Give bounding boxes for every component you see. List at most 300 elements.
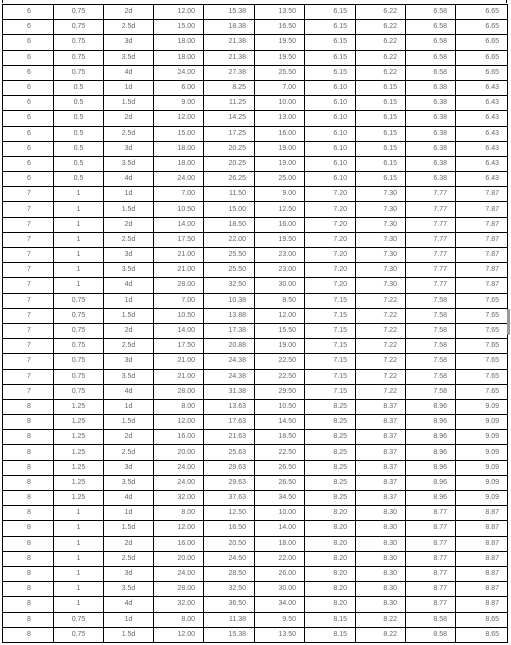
cell-val-2: 6.22 bbox=[356, 50, 406, 65]
cell-size: 8 bbox=[3, 566, 54, 581]
cell-total-a: 21.38 bbox=[204, 50, 255, 65]
cell-pitch: 0.5 bbox=[54, 126, 104, 141]
cell-length: 16.00 bbox=[154, 536, 204, 551]
cell-total-b: 19.50 bbox=[255, 50, 305, 65]
cell-val-1: 7.15 bbox=[305, 308, 356, 323]
cell-val-2: 7.30 bbox=[356, 217, 406, 232]
cell-total-b: 15.50 bbox=[255, 323, 305, 338]
cell-val-3: 8.77 bbox=[406, 521, 456, 536]
cell-val-3: 6.58 bbox=[406, 65, 456, 80]
cell-val-3: 8.96 bbox=[406, 445, 456, 460]
cell-size: 7 bbox=[3, 278, 54, 293]
cell-pitch: 1 bbox=[54, 551, 104, 566]
cell-length: 21.00 bbox=[154, 248, 204, 263]
cell-total-b: 25.00 bbox=[255, 172, 305, 187]
cell-length-multiple: 3d bbox=[104, 35, 154, 50]
cell-size: 8 bbox=[3, 506, 54, 521]
cell-val-2: 8.30 bbox=[356, 566, 406, 581]
cell-total-a: 11.38 bbox=[204, 612, 255, 627]
cell-val-1: 8.15 bbox=[305, 627, 356, 642]
cell-length-multiple: 3.5d bbox=[104, 50, 154, 65]
cell-val-4: 7.65 bbox=[456, 369, 508, 384]
cell-total-a: 28.50 bbox=[204, 566, 255, 581]
cell-total-a: 25.50 bbox=[204, 263, 255, 278]
table-row bbox=[3, 597, 508, 612]
cell-length: 17.50 bbox=[154, 232, 204, 247]
cell-size: 7 bbox=[3, 384, 54, 399]
cell-pitch: 0.75 bbox=[54, 293, 104, 308]
cell-length-multiple: 1d bbox=[104, 187, 154, 202]
cell-val-2: 7.22 bbox=[356, 308, 406, 323]
table-row bbox=[3, 354, 508, 369]
cell-val-4: 7.65 bbox=[456, 308, 508, 323]
cell-length: 24.00 bbox=[154, 475, 204, 490]
cell-total-a: 18.50 bbox=[204, 217, 255, 232]
cell-size: 8 bbox=[3, 536, 54, 551]
cell-total-a: 11.25 bbox=[204, 96, 255, 111]
cell-val-3: 7.77 bbox=[406, 278, 456, 293]
cell-val-3: 8.77 bbox=[406, 597, 456, 612]
cell-total-a: 25.50 bbox=[204, 248, 255, 263]
cell-length: 8.00 bbox=[154, 612, 204, 627]
cell-val-1: 8.25 bbox=[305, 460, 356, 475]
cell-val-3: 8.77 bbox=[406, 536, 456, 551]
cell-pitch: 0.75 bbox=[54, 20, 104, 35]
cell-length: 21.00 bbox=[154, 354, 204, 369]
cell-total-a: 18.38 bbox=[204, 20, 255, 35]
cell-pitch: 0.75 bbox=[54, 612, 104, 627]
cell-val-3: 8.77 bbox=[406, 506, 456, 521]
cell-length-multiple: 4d bbox=[104, 172, 154, 187]
cell-val-4: 7.87 bbox=[456, 278, 508, 293]
cell-total-a: 10.38 bbox=[204, 293, 255, 308]
cell-val-2: 6.15 bbox=[356, 141, 406, 156]
cell-val-3: 7.58 bbox=[406, 354, 456, 369]
cell-size: 6 bbox=[3, 80, 54, 95]
cell-total-a: 22.00 bbox=[204, 232, 255, 247]
cell-size: 6 bbox=[3, 20, 54, 35]
table-row bbox=[3, 582, 508, 597]
cell-length: 15.00 bbox=[154, 126, 204, 141]
cell-pitch: 1.25 bbox=[54, 460, 104, 475]
cell-total-b: 26.50 bbox=[255, 460, 305, 475]
cell-val-1: 6.10 bbox=[305, 141, 356, 156]
table-row bbox=[3, 156, 508, 171]
cell-val-1: 8.25 bbox=[305, 475, 356, 490]
cell-val-1: 7.20 bbox=[305, 202, 356, 217]
cell-val-2: 6.15 bbox=[356, 172, 406, 187]
cell-pitch: 0.5 bbox=[54, 111, 104, 126]
cell-val-4: 6.43 bbox=[456, 156, 508, 171]
cell-val-2: 8.30 bbox=[356, 521, 406, 536]
cell-length-multiple: 3d bbox=[104, 354, 154, 369]
cell-size: 6 bbox=[3, 111, 54, 126]
cell-size: 7 bbox=[3, 293, 54, 308]
cell-length: 24.00 bbox=[154, 566, 204, 581]
cell-total-a: 15.00 bbox=[204, 202, 255, 217]
cell-pitch: 0.75 bbox=[54, 308, 104, 323]
cell-total-b: 22.50 bbox=[255, 354, 305, 369]
cell-val-1: 7.15 bbox=[305, 354, 356, 369]
cell-total-b: 19.50 bbox=[255, 35, 305, 50]
cell-val-2: 6.15 bbox=[356, 80, 406, 95]
cell-total-b: 22.00 bbox=[255, 551, 305, 566]
cell-val-1: 7.15 bbox=[305, 293, 356, 308]
cell-val-2: 8.37 bbox=[356, 460, 406, 475]
cell-size: 8 bbox=[3, 612, 54, 627]
cell-val-1: 6.10 bbox=[305, 96, 356, 111]
cell-length-multiple: 2.5d bbox=[104, 551, 154, 566]
cell-val-1: 6.10 bbox=[305, 126, 356, 141]
cell-size: 7 bbox=[3, 323, 54, 338]
cell-total-b: 18.50 bbox=[255, 430, 305, 445]
cell-total-a: 12.50 bbox=[204, 506, 255, 521]
cell-total-b: 7.00 bbox=[255, 80, 305, 95]
cell-pitch: 0.75 bbox=[54, 323, 104, 338]
table-row bbox=[3, 475, 508, 490]
cell-length-multiple: 2d bbox=[104, 536, 154, 551]
cell-total-b: 30.00 bbox=[255, 582, 305, 597]
cell-val-1: 8.25 bbox=[305, 491, 356, 506]
cell-pitch: 0.5 bbox=[54, 141, 104, 156]
table-row bbox=[3, 536, 508, 551]
cell-val-4: 9.09 bbox=[456, 460, 508, 475]
cell-val-2: 8.37 bbox=[356, 445, 406, 460]
cell-pitch: 0.75 bbox=[54, 354, 104, 369]
cell-size: 8 bbox=[3, 627, 54, 642]
cell-val-4: 8.87 bbox=[456, 521, 508, 536]
cell-val-4: 8.87 bbox=[456, 551, 508, 566]
cell-val-1: 7.15 bbox=[305, 384, 356, 399]
cell-val-4: 8.87 bbox=[456, 536, 508, 551]
cell-total-a: 37.63 bbox=[204, 491, 255, 506]
cell-size: 7 bbox=[3, 263, 54, 278]
cell-val-1: 8.20 bbox=[305, 566, 356, 581]
cell-val-4: 7.65 bbox=[456, 384, 508, 399]
cell-total-a: 17.38 bbox=[204, 323, 255, 338]
cell-val-3: 6.38 bbox=[406, 80, 456, 95]
cell-total-b: 9.50 bbox=[255, 612, 305, 627]
cell-length: 12.00 bbox=[154, 627, 204, 642]
cell-length-multiple: 1d bbox=[104, 506, 154, 521]
cell-val-2: 7.30 bbox=[356, 263, 406, 278]
cell-val-4: 7.87 bbox=[456, 202, 508, 217]
cell-length-multiple: 2d bbox=[104, 323, 154, 338]
cell-size: 8 bbox=[3, 582, 54, 597]
cell-pitch: 1 bbox=[54, 536, 104, 551]
cell-total-b: 34.50 bbox=[255, 491, 305, 506]
cell-val-2: 7.22 bbox=[356, 354, 406, 369]
cell-size: 6 bbox=[3, 126, 54, 141]
cell-pitch: 1 bbox=[54, 202, 104, 217]
cell-total-a: 29.63 bbox=[204, 475, 255, 490]
cell-val-3: 8.58 bbox=[406, 612, 456, 627]
cell-length-multiple: 2.5d bbox=[104, 339, 154, 354]
scrollbar-thumb[interactable] bbox=[507, 309, 510, 335]
cell-val-3: 8.77 bbox=[406, 566, 456, 581]
table-row bbox=[3, 248, 508, 263]
table-row bbox=[3, 65, 508, 80]
cell-total-b: 23.00 bbox=[255, 248, 305, 263]
cell-size: 8 bbox=[3, 460, 54, 475]
table-row bbox=[3, 50, 508, 65]
cell-pitch: 0.5 bbox=[54, 156, 104, 171]
cell-length-multiple: 2.5d bbox=[104, 126, 154, 141]
cell-val-1: 6.15 bbox=[305, 50, 356, 65]
cell-size: 8 bbox=[3, 415, 54, 430]
cell-val-4: 7.87 bbox=[456, 263, 508, 278]
cell-val-2: 7.30 bbox=[356, 248, 406, 263]
cell-size: 6 bbox=[3, 172, 54, 187]
cell-val-4: 8.87 bbox=[456, 597, 508, 612]
table-row bbox=[3, 35, 508, 50]
cell-val-1: 6.10 bbox=[305, 80, 356, 95]
cell-val-1: 7.20 bbox=[305, 232, 356, 247]
cell-length-multiple: 4d bbox=[104, 597, 154, 612]
cell-val-4: 9.09 bbox=[456, 475, 508, 490]
cell-length-multiple: 1d bbox=[104, 612, 154, 627]
cell-val-2: 8.22 bbox=[356, 627, 406, 642]
cell-val-4: 7.65 bbox=[456, 293, 508, 308]
cell-total-a: 14.25 bbox=[204, 111, 255, 126]
cell-length: 24.00 bbox=[154, 460, 204, 475]
cell-size: 6 bbox=[3, 35, 54, 50]
cell-pitch: 1 bbox=[54, 217, 104, 232]
cell-total-a: 20.25 bbox=[204, 156, 255, 171]
cell-length: 24.00 bbox=[154, 172, 204, 187]
cell-val-1: 7.15 bbox=[305, 339, 356, 354]
table-row bbox=[3, 20, 508, 35]
table-row bbox=[3, 263, 508, 278]
cell-length-multiple: 2d bbox=[104, 111, 154, 126]
cell-total-a: 32.50 bbox=[204, 582, 255, 597]
cell-val-1: 7.15 bbox=[305, 323, 356, 338]
table-row bbox=[3, 141, 508, 156]
cell-val-1: 8.20 bbox=[305, 582, 356, 597]
cell-val-1: 8.15 bbox=[305, 612, 356, 627]
cell-total-b: 16.50 bbox=[255, 20, 305, 35]
cell-val-4: 6.65 bbox=[456, 20, 508, 35]
table-row bbox=[3, 187, 508, 202]
cell-length: 16.00 bbox=[154, 430, 204, 445]
table-row bbox=[3, 566, 508, 581]
table-row bbox=[3, 384, 508, 399]
cell-length-multiple: 2.5d bbox=[104, 445, 154, 460]
cell-val-1: 6.15 bbox=[305, 35, 356, 50]
cell-total-b: 19.00 bbox=[255, 156, 305, 171]
cell-val-1: 6.15 bbox=[305, 20, 356, 35]
cell-val-4: 9.09 bbox=[456, 491, 508, 506]
cell-val-2: 6.15 bbox=[356, 126, 406, 141]
cell-val-3: 8.96 bbox=[406, 491, 456, 506]
cell-length: 8.00 bbox=[154, 506, 204, 521]
cell-length: 7.00 bbox=[154, 293, 204, 308]
cell-pitch: 1 bbox=[54, 187, 104, 202]
cell-length: 21.00 bbox=[154, 263, 204, 278]
cell-length-multiple: 4d bbox=[104, 491, 154, 506]
cell-length: 32.00 bbox=[154, 491, 204, 506]
cell-pitch: 0.75 bbox=[54, 384, 104, 399]
cell-total-b: 12.00 bbox=[255, 308, 305, 323]
cell-length: 7.00 bbox=[154, 187, 204, 202]
cell-total-b: 18.00 bbox=[255, 536, 305, 551]
cell-length: 14.00 bbox=[154, 323, 204, 338]
cell-pitch: 1 bbox=[54, 232, 104, 247]
cell-val-2: 8.30 bbox=[356, 506, 406, 521]
cell-val-3: 7.58 bbox=[406, 384, 456, 399]
cell-pitch: 0.75 bbox=[54, 627, 104, 642]
table-row bbox=[3, 460, 508, 475]
cell-pitch: 1 bbox=[54, 248, 104, 263]
cell-val-3: 6.58 bbox=[406, 35, 456, 50]
cell-pitch: 1 bbox=[54, 521, 104, 536]
cell-total-a: 15.38 bbox=[204, 5, 255, 20]
cell-total-a: 13.88 bbox=[204, 308, 255, 323]
cell-total-a: 20.88 bbox=[204, 339, 255, 354]
cell-length: 28.00 bbox=[154, 278, 204, 293]
cell-length: 14.00 bbox=[154, 217, 204, 232]
cell-val-4: 8.65 bbox=[456, 612, 508, 627]
cell-val-2: 7.22 bbox=[356, 293, 406, 308]
cell-length-multiple: 1.5d bbox=[104, 96, 154, 111]
cell-length-multiple: 3.5d bbox=[104, 582, 154, 597]
table-row bbox=[3, 339, 508, 354]
cell-size: 7 bbox=[3, 202, 54, 217]
cell-total-b: 23.00 bbox=[255, 263, 305, 278]
table-row bbox=[3, 612, 508, 627]
cell-length-multiple: 1.5d bbox=[104, 521, 154, 536]
cell-length: 10.50 bbox=[154, 308, 204, 323]
cell-val-1: 8.20 bbox=[305, 506, 356, 521]
cell-size: 6 bbox=[3, 65, 54, 80]
cell-val-3: 7.58 bbox=[406, 308, 456, 323]
cell-val-4: 6.65 bbox=[456, 50, 508, 65]
cell-val-3: 6.58 bbox=[406, 5, 456, 20]
cell-val-3: 8.96 bbox=[406, 430, 456, 445]
cell-total-b: 19.00 bbox=[255, 141, 305, 156]
table-row bbox=[3, 96, 508, 111]
cell-total-b: 14.00 bbox=[255, 521, 305, 536]
cell-size: 8 bbox=[3, 475, 54, 490]
cell-size: 8 bbox=[3, 399, 54, 414]
cell-total-a: 29.63 bbox=[204, 460, 255, 475]
cell-total-b: 13.50 bbox=[255, 627, 305, 642]
table-row bbox=[3, 202, 508, 217]
cell-size: 8 bbox=[3, 491, 54, 506]
cell-pitch: 1 bbox=[54, 506, 104, 521]
cell-length: 21.00 bbox=[154, 369, 204, 384]
cell-val-3: 7.77 bbox=[406, 202, 456, 217]
cell-val-2: 8.37 bbox=[356, 430, 406, 445]
table-row bbox=[3, 369, 508, 384]
cell-val-2: 7.30 bbox=[356, 278, 406, 293]
cell-length-multiple: 2d bbox=[104, 5, 154, 20]
cell-length: 28.00 bbox=[154, 384, 204, 399]
cell-total-a: 20.50 bbox=[204, 536, 255, 551]
cell-length: 12.00 bbox=[154, 521, 204, 536]
cell-val-4: 8.65 bbox=[456, 627, 508, 642]
cell-val-2: 8.37 bbox=[356, 399, 406, 414]
cell-val-3: 8.96 bbox=[406, 415, 456, 430]
cell-val-2: 6.15 bbox=[356, 96, 406, 111]
cell-length-multiple: 3.5d bbox=[104, 475, 154, 490]
cell-total-b: 22.50 bbox=[255, 369, 305, 384]
cell-length: 9.00 bbox=[154, 96, 204, 111]
cell-pitch: 1 bbox=[54, 263, 104, 278]
cell-size: 7 bbox=[3, 339, 54, 354]
cell-val-4: 7.65 bbox=[456, 354, 508, 369]
cell-length: 32.00 bbox=[154, 597, 204, 612]
table-row bbox=[3, 445, 508, 460]
cell-val-1: 8.25 bbox=[305, 399, 356, 414]
cell-val-2: 7.22 bbox=[356, 369, 406, 384]
cell-length: 18.00 bbox=[154, 50, 204, 65]
cell-val-2: 7.30 bbox=[356, 202, 406, 217]
cell-length: 20.00 bbox=[154, 551, 204, 566]
cell-val-4: 6.43 bbox=[456, 111, 508, 126]
cell-size: 8 bbox=[3, 430, 54, 445]
cell-val-2: 7.22 bbox=[356, 323, 406, 338]
cell-total-a: 13.63 bbox=[204, 399, 255, 414]
table-row bbox=[3, 308, 508, 323]
cell-val-2: 7.30 bbox=[356, 187, 406, 202]
table-row bbox=[3, 232, 508, 247]
cell-total-b: 13.00 bbox=[255, 111, 305, 126]
cell-val-2: 6.22 bbox=[356, 20, 406, 35]
cell-total-a: 15.38 bbox=[204, 627, 255, 642]
cell-val-1: 7.20 bbox=[305, 187, 356, 202]
cell-val-1: 8.20 bbox=[305, 551, 356, 566]
cell-total-b: 16.00 bbox=[255, 217, 305, 232]
cell-total-a: 24.38 bbox=[204, 354, 255, 369]
cell-val-4: 8.87 bbox=[456, 566, 508, 581]
table-row bbox=[3, 172, 508, 187]
cell-val-3: 8.58 bbox=[406, 627, 456, 642]
cell-val-4: 8.87 bbox=[456, 582, 508, 597]
table-row bbox=[3, 430, 508, 445]
cell-val-3: 7.77 bbox=[406, 248, 456, 263]
cell-val-2: 8.30 bbox=[356, 597, 406, 612]
table-row bbox=[3, 293, 508, 308]
cell-val-3: 8.96 bbox=[406, 399, 456, 414]
cell-size: 7 bbox=[3, 187, 54, 202]
cell-length-multiple: 3d bbox=[104, 460, 154, 475]
cell-size: 6 bbox=[3, 141, 54, 156]
cell-pitch: 1.25 bbox=[54, 415, 104, 430]
cell-total-a: 24.38 bbox=[204, 369, 255, 384]
cell-total-a: 26.25 bbox=[204, 172, 255, 187]
cell-val-2: 6.22 bbox=[356, 35, 406, 50]
table-row bbox=[3, 126, 508, 141]
cell-pitch: 0.75 bbox=[54, 50, 104, 65]
cell-length: 12.00 bbox=[154, 111, 204, 126]
cell-length-multiple: 3d bbox=[104, 566, 154, 581]
cell-total-b: 26.50 bbox=[255, 475, 305, 490]
cell-length: 10.50 bbox=[154, 202, 204, 217]
cell-length-multiple: 2.5d bbox=[104, 232, 154, 247]
table-row bbox=[3, 551, 508, 566]
cell-val-2: 6.15 bbox=[356, 111, 406, 126]
cell-length-multiple: 2d bbox=[104, 217, 154, 232]
cell-length-multiple: 1d bbox=[104, 399, 154, 414]
cell-size: 8 bbox=[3, 551, 54, 566]
cell-total-a: 17.25 bbox=[204, 126, 255, 141]
cell-val-3: 7.77 bbox=[406, 187, 456, 202]
cell-val-4: 9.09 bbox=[456, 415, 508, 430]
cell-val-2: 8.37 bbox=[356, 475, 406, 490]
cell-val-3: 7.77 bbox=[406, 217, 456, 232]
cell-val-3: 7.58 bbox=[406, 369, 456, 384]
